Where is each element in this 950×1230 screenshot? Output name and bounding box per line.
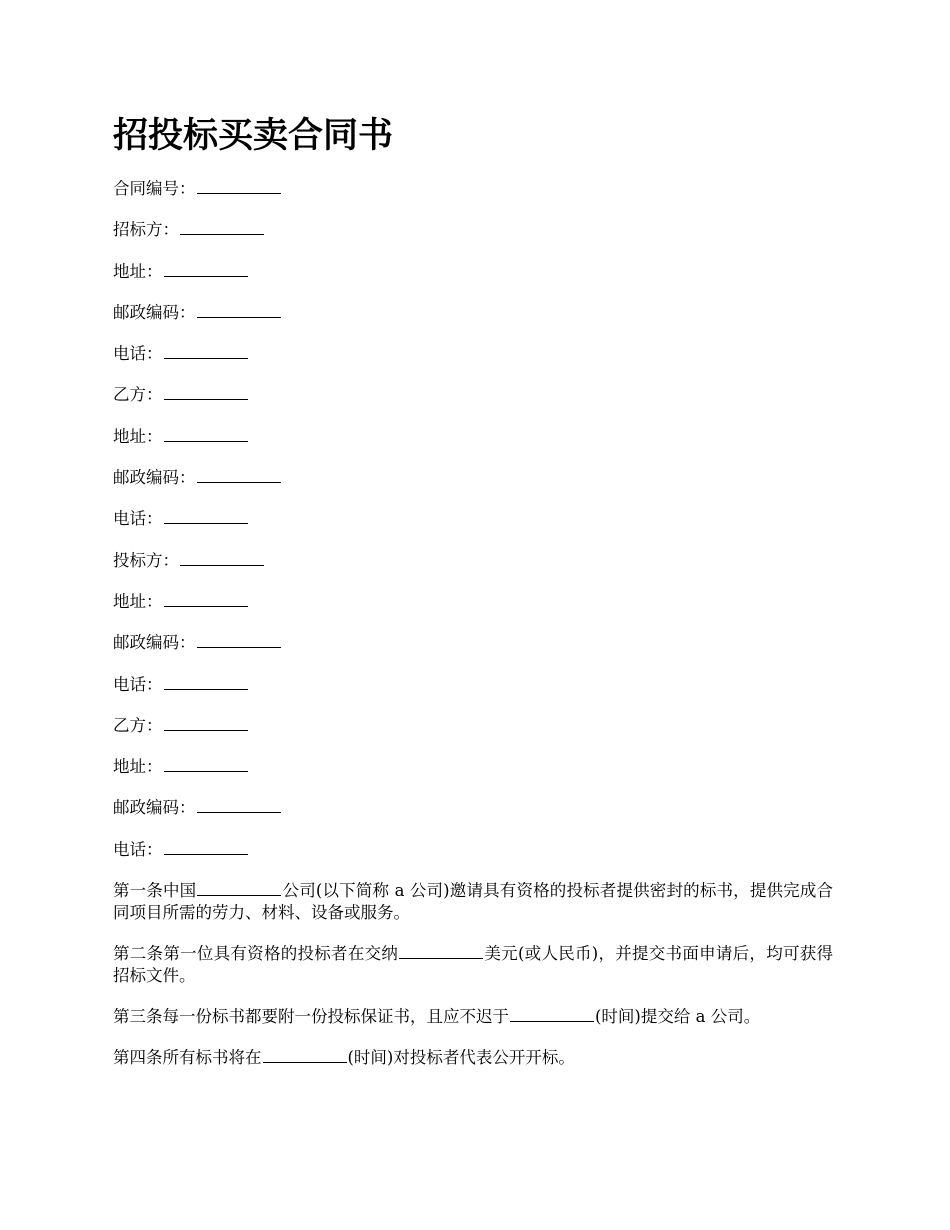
blank-line: [197, 632, 281, 648]
field-address: [113, 756, 833, 778]
field-label: 电话：: [113, 344, 163, 364]
article-text: (时间)对投标者代表公开开标。: [347, 1048, 575, 1068]
article-text: 公司(以下简称 a 公司)邀请具有资格的投标者提供密封的标书，提供完成合同项目所需的劳力、材料、设备或服务。: [113, 881, 834, 923]
blank-line: [164, 839, 248, 855]
field-label: 邮政编码：: [113, 633, 196, 653]
contract-articles: [113, 880, 833, 1069]
article-text: 第四条所有标书将在: [113, 1048, 262, 1068]
blank-line: [164, 343, 248, 359]
article-1: [113, 880, 833, 924]
blank-line: [180, 219, 264, 235]
field-party-b: [113, 384, 833, 406]
blank-line: [263, 1047, 347, 1063]
field-label: 邮政编码：: [113, 798, 196, 818]
field-phone: [113, 839, 833, 861]
blank-line: [180, 550, 264, 566]
field-phone: [113, 508, 833, 530]
field-postcode: [113, 302, 833, 324]
article-text: 第三条每一份标书都要附一份投标保证书，且应不迟于: [113, 1007, 509, 1027]
field-phone: [113, 343, 833, 365]
article-3: [113, 1006, 833, 1028]
article-text: 第二条第一位具有资格的投标者在交纳: [113, 944, 399, 964]
field-label: 邮政编码：: [113, 302, 196, 322]
field-label: 邮政编码：: [113, 468, 196, 488]
blank-line: [164, 261, 248, 277]
blank-line: [164, 715, 248, 731]
article-4: [113, 1047, 833, 1069]
field-label: 地址：: [113, 426, 163, 446]
field-contract-number: [113, 178, 833, 200]
field-label: 招标方：: [113, 220, 179, 240]
article-text: 第一条中国: [113, 881, 197, 901]
field-tenderer: [113, 219, 833, 241]
blank-line: [164, 591, 248, 607]
field-postcode: [113, 632, 833, 654]
field-label: 地址：: [113, 591, 163, 611]
blank-line: [164, 508, 248, 524]
field-label: 地址：: [113, 261, 163, 281]
field-label: 电话：: [113, 509, 163, 529]
blank-line: [197, 467, 281, 483]
field-label: 电话：: [113, 674, 163, 694]
field-address: [113, 261, 833, 283]
field-phone: [113, 674, 833, 696]
blank-line: [164, 674, 248, 690]
blank-line: [164, 384, 248, 400]
field-postcode: [113, 797, 833, 819]
blank-line: [510, 1006, 594, 1022]
blank-line: [197, 797, 281, 813]
field-label: 乙方：: [113, 715, 163, 735]
blank-line: [164, 426, 248, 442]
field-bidder: [113, 550, 833, 572]
field-label: 地址：: [113, 757, 163, 777]
article-2: [113, 943, 833, 987]
article-text: 美元(或人民币)，并提交书面申请后，均可获得招标文件。: [113, 944, 834, 986]
field-label: 乙方：: [113, 385, 163, 405]
article-text: (时间)提交给 a 公司。: [595, 1007, 761, 1027]
field-address: [113, 591, 833, 613]
party-fields: [113, 178, 833, 861]
blank-line: [197, 302, 281, 318]
document-title: 招投标买卖合同书: [113, 115, 394, 156]
blank-line: [164, 756, 248, 772]
blank-line: [197, 178, 281, 194]
blank-line: [197, 880, 281, 896]
field-label: 投标方：: [113, 550, 179, 570]
field-party-b: [113, 715, 833, 737]
field-label: 电话：: [113, 839, 163, 859]
blank-line: [399, 943, 483, 959]
document-page: [113, 110, 833, 1088]
field-postcode: [113, 467, 833, 489]
field-label: 合同编号：: [113, 179, 196, 198]
field-address: [113, 426, 833, 448]
